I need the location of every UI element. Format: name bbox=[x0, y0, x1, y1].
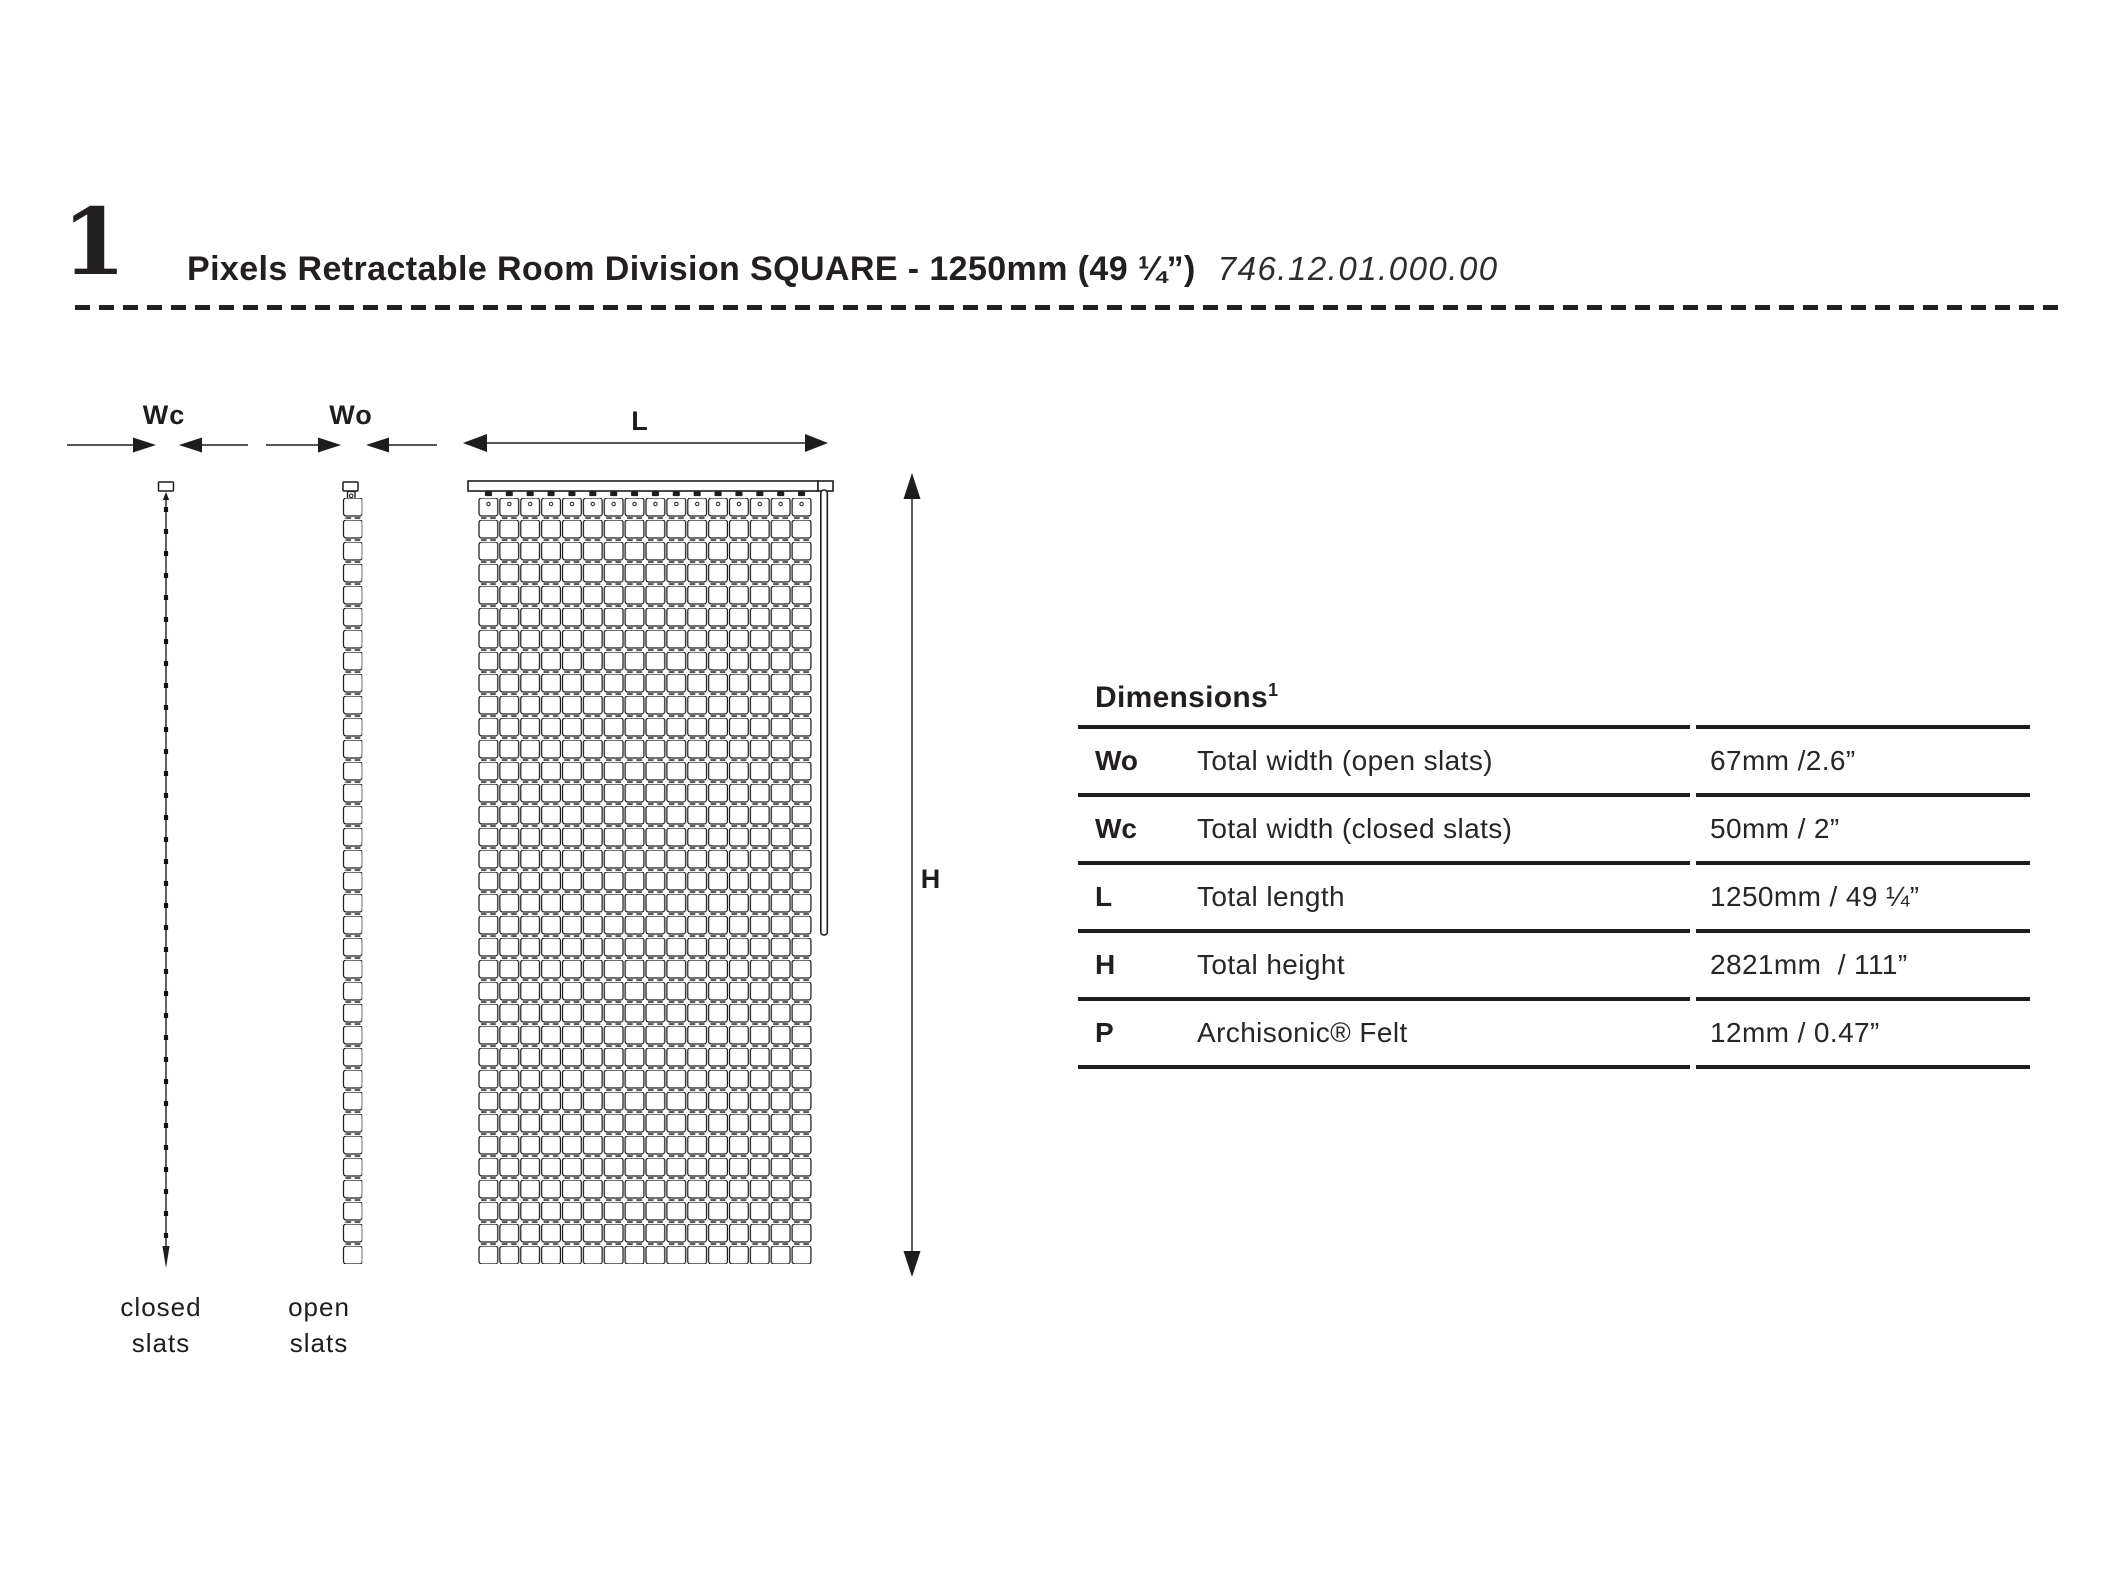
table-row bbox=[1078, 861, 2030, 929]
label-l: L bbox=[631, 406, 649, 436]
dimension-arrow-wo bbox=[266, 438, 437, 453]
row-key: Wc bbox=[1095, 813, 1137, 844]
label-wo: Wo bbox=[329, 400, 373, 430]
row-description: Total width (closed slats) bbox=[1197, 813, 1513, 844]
caption-closed-line1: closed bbox=[120, 1292, 202, 1322]
figure-number: 1 bbox=[62, 188, 127, 296]
label-wc: Wc bbox=[142, 400, 186, 430]
table-row bbox=[1078, 793, 2030, 861]
row-description: Total height bbox=[1197, 949, 1346, 980]
product-code: 746.12.01.000.00 bbox=[1217, 250, 1499, 287]
table-row bbox=[1078, 725, 2030, 793]
dimensions-title-superscript: 1 bbox=[1268, 680, 1279, 700]
row-value: 50mm / 2” bbox=[1710, 813, 1840, 844]
dimensions-table bbox=[1078, 725, 2030, 1069]
closed-slats-side-view bbox=[159, 482, 174, 1268]
row-value: 67mm /2.6” bbox=[1710, 745, 1856, 776]
dimensions-table-title bbox=[1095, 680, 1278, 715]
row-value: 1250mm / 49 ¼” bbox=[1710, 881, 1920, 912]
curtain-front-view bbox=[468, 481, 833, 1264]
row-key: P bbox=[1095, 1017, 1114, 1048]
caption-open-slats bbox=[288, 1289, 350, 1361]
header bbox=[187, 250, 1499, 289]
row-key: H bbox=[1095, 949, 1116, 980]
caption-open-line2: slats bbox=[289, 1328, 349, 1358]
table-row bbox=[1078, 929, 2030, 997]
row-key: L bbox=[1095, 881, 1113, 912]
caption-closed-slats bbox=[120, 1289, 201, 1361]
row-description: Total length bbox=[1197, 881, 1346, 912]
dimension-arrow-h bbox=[904, 473, 921, 1277]
page-title: Pixels Retractable Room Division SQUARE - 1250mm (49 ¼”) bbox=[187, 250, 1196, 288]
label-h: H bbox=[920, 864, 942, 894]
caption-closed-line2: slats bbox=[131, 1328, 191, 1358]
caption-open-line1: open bbox=[288, 1292, 350, 1322]
table-row bbox=[1078, 997, 2030, 1069]
dashed-divider bbox=[75, 305, 2060, 310]
dimension-arrow-wc bbox=[67, 438, 248, 453]
row-description: Archisonic® Felt bbox=[1197, 1017, 1408, 1048]
row-description: Total width (open slats) bbox=[1197, 745, 1493, 776]
row-value: 2821mm / 111” bbox=[1710, 949, 1908, 980]
row-value: 12mm / 0.47” bbox=[1710, 1017, 1880, 1048]
pull-wand bbox=[821, 490, 828, 935]
open-slats-side-view bbox=[343, 482, 363, 1264]
dimensions-title-text: Dimensions bbox=[1095, 681, 1269, 714]
row-key: Wo bbox=[1095, 745, 1139, 776]
